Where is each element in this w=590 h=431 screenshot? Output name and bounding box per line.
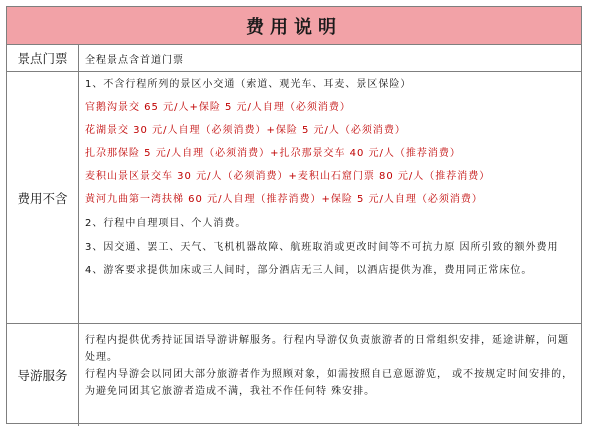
fees-row <box>7 72 581 324</box>
guide-row <box>7 324 581 426</box>
table-title: 费用说明 <box>246 16 342 38</box>
guide-para-2: 行程内导游会以同团大部分旅游者作为照顾对象，如需按照自已意愿游览， 或不按规定时间安排的，为避免同团其它旅游者造成不满，我社不作任何特 殊安排。 <box>85 369 574 397</box>
fee-item-4: 4、游客要求提供加床或三人间时，部分酒店无三人间，以酒店提供为准，费用同正常床位。 <box>85 265 533 276</box>
fees-content <box>79 72 581 323</box>
ticket-text: 全程景点含首道门票 <box>85 54 184 66</box>
ticket-row <box>7 45 581 72</box>
fee-extra-zhagana: 扎尕那保险 5 元/人自理（必须消费）+扎尕那景交车 40 元/人（推荐消费） <box>85 148 461 159</box>
fee-item-1: 1、不含行程所列的景区小交通（索道、观光车、耳麦、景区保险） <box>85 79 412 90</box>
title-bar <box>7 7 581 45</box>
ticket-label: 景点门票 <box>7 45 79 71</box>
guide-para-1: 行程内提供优秀持证国语导游讲解服务。行程内导游仅负责旅游者的日常组织安排，延途讲解，问题处理。 <box>85 335 569 363</box>
fee-extra-huanghe: 黄河九曲第一湾扶梯 60 元/人自理（推荐消费）+保险 5 元/人自理（必须消费） <box>85 194 483 205</box>
fee-extra-huahu: 花湖景交 30 元/人自理（必须消费）+保险 5 元/人（必须消费） <box>85 125 406 136</box>
fee-extra-maijishan: 麦积山景区景交车 30 元/人（必须消费）+麦积山石窟门票 80 元/人（推荐消费） <box>85 171 491 182</box>
fee-item-3: 3、因交通、罢工、天气、飞机机器故障、航班取消或更改时间等不可抗力原 因所引致的额外费用 <box>85 242 559 253</box>
fees-label: 费用不含 <box>7 72 79 323</box>
fee-info-table <box>6 6 582 424</box>
guide-label: 导游服务 <box>7 324 79 426</box>
guide-content <box>79 324 581 426</box>
fee-item-2: 2、行程中自理项目、个人消费。 <box>85 218 247 229</box>
fee-extra-guanegou: 官鹅沟景交 65 元/人+保险 5 元/人自理（必须消费） <box>85 102 351 113</box>
